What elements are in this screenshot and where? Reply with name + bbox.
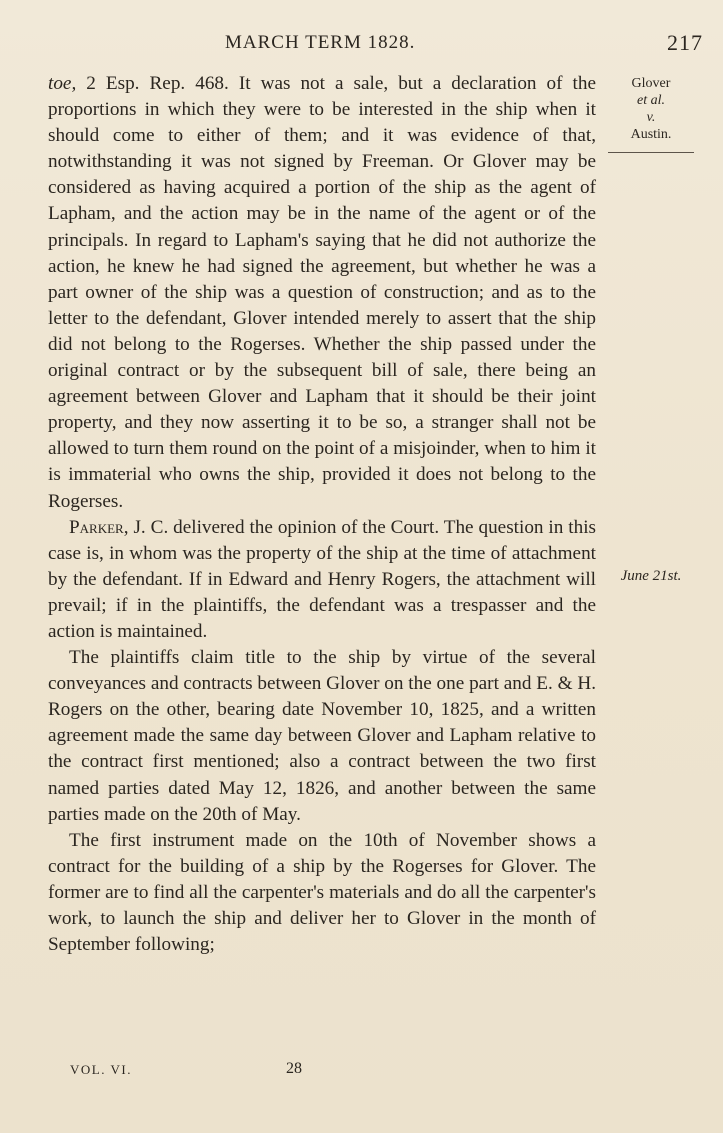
case-name-line-3: v. — [646, 110, 656, 125]
running-head — [0, 30, 723, 60]
judge-name: Parker — [69, 516, 124, 538]
sidenote-divider — [608, 152, 694, 153]
paragraph-opinion — [48, 515, 596, 645]
paragraph-argument-text: 2 Esp. Rep. 468. It was not a sale, but a declaration of the proportions in which they were to be interested in the ship when it should come to either of them; and it was evidence of that, notwithstanding it was not signed by Freeman. Or Glover may be considered as having acquired a portion of the ship as the agent of Lapham, and the action may be in the name of the agent or of the principals. In regard to Lapham's saying that he did not authorize the action, he knew he had signed the agreement, but whether he was a part owner of the ship was a question of construction; and as to the letter to the defendant, Glover intended merely to assert that the ship did not belong to the Rogerses. Whether the ship passed under the original contract or by the subsequent bill of sale, there being an agreement between Glover and Lapham that it should be their joint property, and they now asserting it to be so, a stranger shall not be allowed to turn them round on the point of a misjoinder, when to him it is immaterial who owns the ship, provided it does not belong to the Rogerses. — [48, 73, 596, 512]
paragraph-opinion-text: , J. C. delivered the opinion of the Court. The question in this case is, in whom was the property of the ship at the time of attachment by the defendant. If in Edward and Henry Rogers, the attachment will prevail; if in the plaintiffs, the defendant was a trespasser and the action is maintained. — [48, 516, 596, 642]
citation-fragment: toe, — [48, 73, 77, 94]
signature-mark: 28 — [286, 1060, 302, 1077]
date-sidenote: June 21st. — [620, 568, 682, 584]
running-head-title: MARCH TERM 1828. — [225, 32, 416, 53]
case-name-sidenote — [606, 75, 696, 143]
case-name-line-2: et al. — [637, 93, 665, 108]
paragraph-first-instrument: The first instrument made on the 10th of November shows a contract for the building of a ship by the Rogerses for Glover. The former are to find all the carpenter's materials and do all the carpenter's work, to launch the ship and deliver her to Glover in the month of September following; — [48, 829, 596, 956]
body-text — [48, 71, 596, 958]
paragraph-argument — [48, 71, 596, 515]
page-footer — [0, 1058, 723, 1082]
paragraph-title-claim: The plaintiffs claim title to the ship by virtue of the several conveyances and contracts between Glover on the one part and E. & H. Rogers on the other, bearing date November 10, 1825, and a written agreement made the same day between Glover and Lapham relative to the contract first mentioned; also a contract between the two first named parties dated May 12, 1826, and another between the same parties made on the 20th of May. — [48, 647, 596, 825]
page-number: 217 — [667, 30, 703, 55]
case-name-line-1: Glover — [631, 76, 671, 91]
volume-label: VOL. VI. — [70, 1062, 132, 1077]
case-name-line-4: Austin. — [630, 127, 672, 142]
